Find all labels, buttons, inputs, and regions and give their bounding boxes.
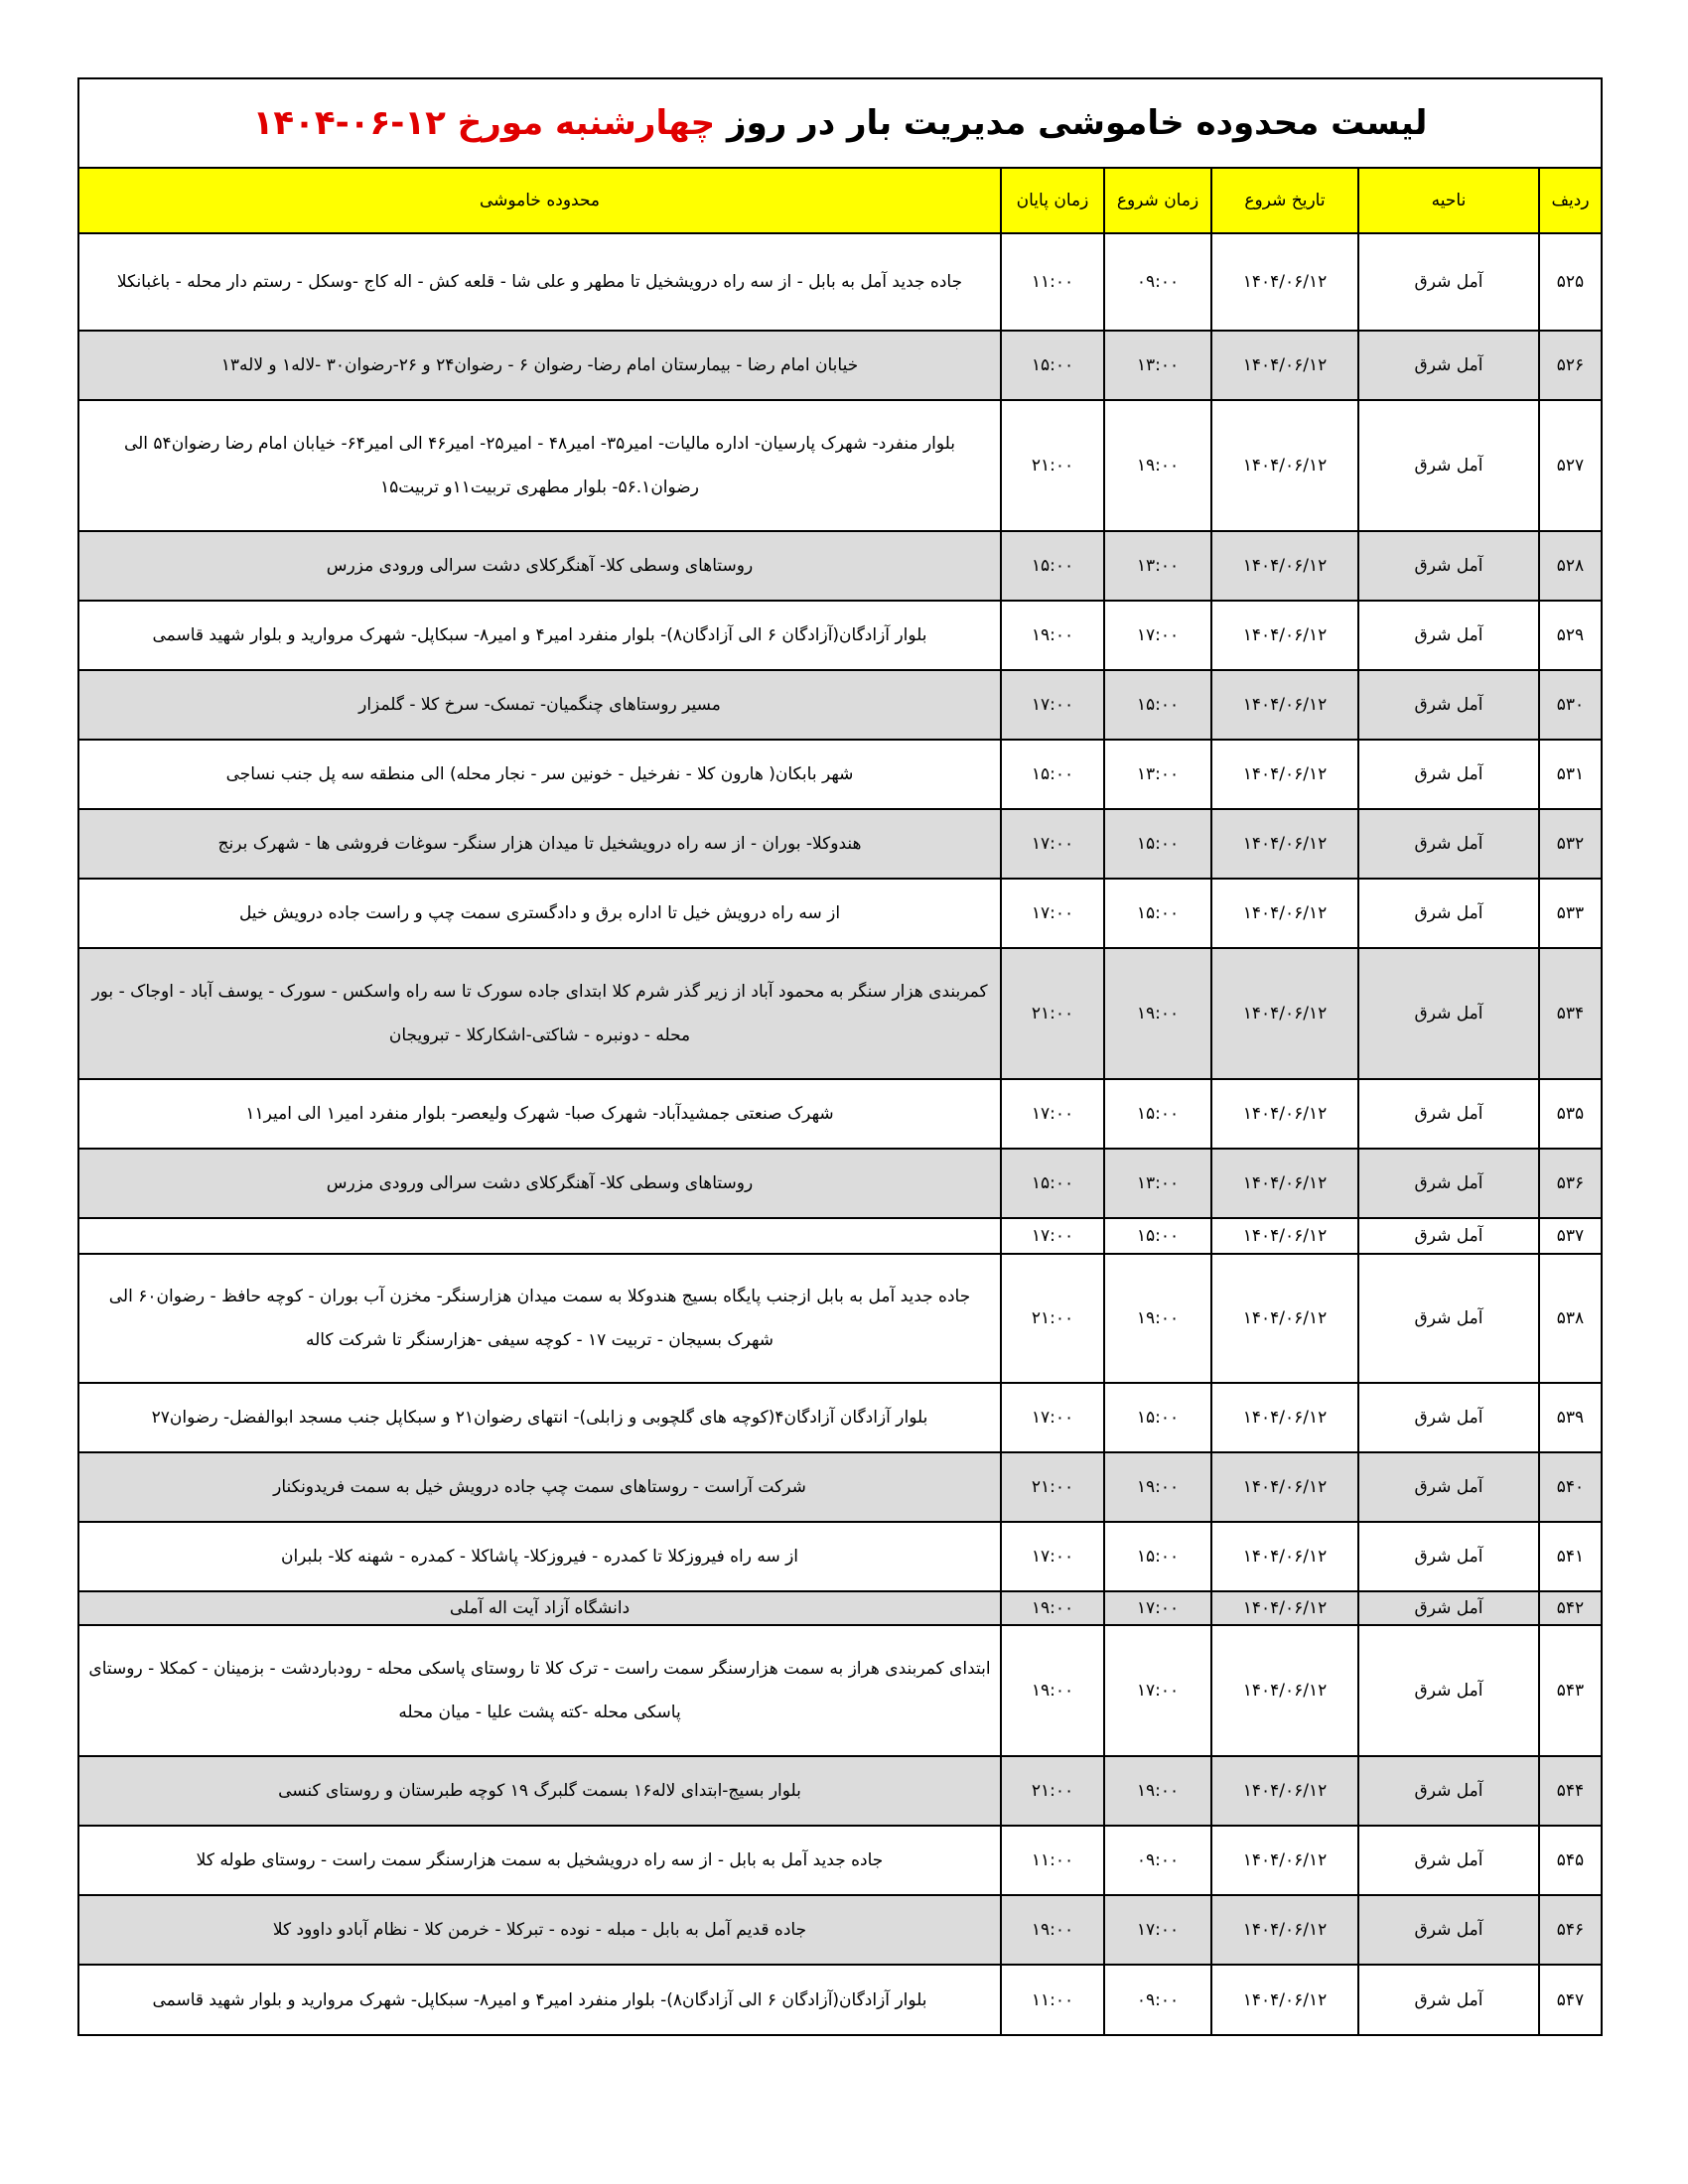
start-time-cell: ۱۳:۰۰ bbox=[1104, 740, 1211, 809]
region-cell: آمل شرق bbox=[1358, 1591, 1539, 1625]
row-number-cell: ۵۴۶ bbox=[1539, 1895, 1601, 1965]
end-time-cell: ۲۱:۰۰ bbox=[1001, 400, 1104, 531]
start-date-cell: ۱۴۰۴/۰۶/۱۲ bbox=[1211, 948, 1358, 1079]
start-date-cell: ۱۴۰۴/۰۶/۱۲ bbox=[1211, 1625, 1358, 1756]
region-cell: آمل شرق bbox=[1358, 1079, 1539, 1149]
table-row bbox=[79, 1591, 1601, 1625]
start-date-cell: ۱۴۰۴/۰۶/۱۲ bbox=[1211, 740, 1358, 809]
row-number-cell: ۵۳۵ bbox=[1539, 1079, 1601, 1149]
outage-area-cell: بلوار بسیج-ابتدای لاله۱۶ بسمت گلبرگ ۱۹ کوچه طبرستان و روستای کنسی bbox=[79, 1756, 1001, 1826]
outage-area-cell: بلوار آزادگان(آزادگان ۶ الی آزادگان۸)- بلوار منفرد امیر۴ و امیر۸- سبکاپل- شهرک مروارید و بلوار شهید قاسمی bbox=[79, 1965, 1001, 2034]
title-date-highlight: چهارشنبه مورخ ۱۲-۰۶-۱۴۰۴ bbox=[252, 103, 716, 143]
outage-area-cell: شهر بابکان( هارون کلا - نفرخیل - خونین سر - نجار محله) الی منطقه سه پل جنب نساجی bbox=[79, 740, 1001, 809]
start-time-cell: ۱۵:۰۰ bbox=[1104, 670, 1211, 740]
region-cell: آمل شرق bbox=[1358, 1965, 1539, 2034]
outage-area-cell: دانشگاه آزاد آیت اله آملی bbox=[79, 1591, 1001, 1625]
end-time-cell: ۱۵:۰۰ bbox=[1001, 740, 1104, 809]
start-time-cell: ۱۷:۰۰ bbox=[1104, 1591, 1211, 1625]
row-number-cell: ۵۴۷ bbox=[1539, 1965, 1601, 2034]
title-text: لیست محدوده خاموشی مدیریت بار در روز bbox=[715, 103, 1428, 143]
outage-area-cell: هندوکلا- بوران - از سه راه درویشخیل تا میدان هزار سنگر- سوغات فروشی ها - شهرک برنج bbox=[79, 809, 1001, 879]
start-date-cell: ۱۴۰۴/۰۶/۱۲ bbox=[1211, 601, 1358, 670]
outage-area-cell: شهرک صنعتی جمشیدآباد- شهرک صبا- شهرک ولیعصر- بلوار منفرد امیر۱ الی امیر۱۱ bbox=[79, 1079, 1001, 1149]
start-time-cell: ۱۵:۰۰ bbox=[1104, 879, 1211, 948]
end-time-cell: ۱۷:۰۰ bbox=[1001, 1079, 1104, 1149]
table-row bbox=[79, 1254, 1601, 1383]
start-time-cell: ۱۹:۰۰ bbox=[1104, 1756, 1211, 1826]
region-cell: آمل شرق bbox=[1358, 1826, 1539, 1895]
table-row bbox=[79, 531, 1601, 601]
start-date-cell: ۱۴۰۴/۰۶/۱۲ bbox=[1211, 1965, 1358, 2034]
end-time-cell: ۱۹:۰۰ bbox=[1001, 1625, 1104, 1756]
table-row bbox=[79, 601, 1601, 670]
start-date-cell: ۱۴۰۴/۰۶/۱۲ bbox=[1211, 1452, 1358, 1522]
region-cell: آمل شرق bbox=[1358, 400, 1539, 531]
start-time-cell: ۱۵:۰۰ bbox=[1104, 1522, 1211, 1591]
table-row bbox=[79, 809, 1601, 879]
row-number-cell: ۵۴۱ bbox=[1539, 1522, 1601, 1591]
outage-area-cell: جاده جدید آمل به بابل - از سه راه درویشخیل تا مطهر و علی شا - قلعه کش - اله کاج -وسکل - رستم دار محله - باغبانکلا bbox=[79, 233, 1001, 331]
start-date-cell: ۱۴۰۴/۰۶/۱۲ bbox=[1211, 809, 1358, 879]
table-row bbox=[79, 1625, 1601, 1756]
start-date-cell: ۱۴۰۴/۰۶/۱۲ bbox=[1211, 1591, 1358, 1625]
start-time-cell: ۰۹:۰۰ bbox=[1104, 1965, 1211, 2034]
outage-area-cell: بلوار آزادگان آزادگان۴(کوچه های گلچوبی و زابلی)- انتهای رضوان۲۱ و سبکاپل جنب مسجد ابوالفضل- رضوان۲۷ bbox=[79, 1383, 1001, 1452]
row-number-cell: ۵۴۵ bbox=[1539, 1826, 1601, 1895]
start-time-cell: ۱۷:۰۰ bbox=[1104, 1895, 1211, 1965]
region-cell: آمل شرق bbox=[1358, 740, 1539, 809]
end-time-cell: ۱۵:۰۰ bbox=[1001, 1149, 1104, 1218]
row-number-cell: ۵۳۷ bbox=[1539, 1218, 1601, 1254]
table-row bbox=[79, 1079, 1601, 1149]
row-number-cell: ۵۲۷ bbox=[1539, 400, 1601, 531]
start-time-cell: ۱۹:۰۰ bbox=[1104, 400, 1211, 531]
end-time-cell: ۱۱:۰۰ bbox=[1001, 233, 1104, 331]
region-cell: آمل شرق bbox=[1358, 1452, 1539, 1522]
table-row bbox=[79, 879, 1601, 948]
region-cell: آمل شرق bbox=[1358, 1149, 1539, 1218]
table-row bbox=[79, 1218, 1601, 1254]
region-cell: آمل شرق bbox=[1358, 670, 1539, 740]
table-row bbox=[79, 670, 1601, 740]
start-date-cell: ۱۴۰۴/۰۶/۱۲ bbox=[1211, 1826, 1358, 1895]
region-cell: آمل شرق bbox=[1358, 233, 1539, 331]
row-number-cell: ۵۳۴ bbox=[1539, 948, 1601, 1079]
start-date-cell: ۱۴۰۴/۰۶/۱۲ bbox=[1211, 233, 1358, 331]
start-date-cell: ۱۴۰۴/۰۶/۱۲ bbox=[1211, 1756, 1358, 1826]
end-time-cell: ۲۱:۰۰ bbox=[1001, 1254, 1104, 1383]
start-time-cell: ۱۵:۰۰ bbox=[1104, 1383, 1211, 1452]
start-date-cell: ۱۴۰۴/۰۶/۱۲ bbox=[1211, 400, 1358, 531]
region-cell: آمل شرق bbox=[1358, 879, 1539, 948]
end-time-cell: ۱۱:۰۰ bbox=[1001, 1965, 1104, 2034]
page-title bbox=[79, 79, 1601, 169]
region-cell: آمل شرق bbox=[1358, 1625, 1539, 1756]
outage-area-cell: از سه راه فیروزکلا تا کمدره - فیروزکلا- پاشاکلا - کمدره - شهنه کلا- بلبران bbox=[79, 1522, 1001, 1591]
end-time-cell: ۱۵:۰۰ bbox=[1001, 531, 1104, 601]
end-time-cell: ۱۷:۰۰ bbox=[1001, 1383, 1104, 1452]
row-number-cell: ۵۳۶ bbox=[1539, 1149, 1601, 1218]
outage-area-cell: ابتدای کمربندی هراز به سمت هزارسنگر سمت راست - ترک کلا تا روستای پاسکی محله - رودباردشت - بزمینان - کمکلا - روستای پاسکی محله -کته پشت علیا - میان محله bbox=[79, 1625, 1001, 1756]
row-number-cell: ۵۳۹ bbox=[1539, 1383, 1601, 1452]
outage-area-cell: مسیر روستاهای چنگمیان- تمسک- سرخ کلا - گلمزار bbox=[79, 670, 1001, 740]
end-time-cell: ۲۱:۰۰ bbox=[1001, 1452, 1104, 1522]
table-row bbox=[79, 1522, 1601, 1591]
start-time-cell: ۱۹:۰۰ bbox=[1104, 1452, 1211, 1522]
outage-area-cell: بلوار آزادگان(آزادگان ۶ الی آزادگان۸)- بلوار منفرد امیر۴ و امیر۸- سبکاپل- شهرک مروارید و بلوار شهید قاسمی bbox=[79, 601, 1001, 670]
start-date-cell: ۱۴۰۴/۰۶/۱۲ bbox=[1211, 879, 1358, 948]
outage-area-cell: خیابان امام رضا - بیمارستان امام رضا- رضوان ۶ - رضوان۲۴ و ۲۶-رضوان۳۰ -لاله۱ و لاله۱۳ bbox=[79, 331, 1001, 400]
start-time-cell: ۱۷:۰۰ bbox=[1104, 1625, 1211, 1756]
row-number-cell: ۵۴۲ bbox=[1539, 1591, 1601, 1625]
start-date-cell: ۱۴۰۴/۰۶/۱۲ bbox=[1211, 1079, 1358, 1149]
start-date-cell: ۱۴۰۴/۰۶/۱۲ bbox=[1211, 1383, 1358, 1452]
outage-area-cell: جاده قدیم آمل به بابل - مبله - نوده - تبرکلا - خرمن کلا - نظام آبادو داوود کلا bbox=[79, 1895, 1001, 1965]
start-date-cell: ۱۴۰۴/۰۶/۱۲ bbox=[1211, 331, 1358, 400]
region-cell: آمل شرق bbox=[1358, 1895, 1539, 1965]
outage-table bbox=[79, 169, 1601, 2034]
outage-area-cell: روستاهای وسطی کلا- آهنگرکلای دشت سرالی ورودی مزرس bbox=[79, 1149, 1001, 1218]
start-time-cell: ۱۳:۰۰ bbox=[1104, 531, 1211, 601]
header-start-date: تاریخ شروع bbox=[1211, 169, 1358, 233]
outage-sheet bbox=[77, 77, 1603, 2036]
start-time-cell: ۱۹:۰۰ bbox=[1104, 948, 1211, 1079]
end-time-cell: ۱۹:۰۰ bbox=[1001, 1895, 1104, 1965]
table-row bbox=[79, 1826, 1601, 1895]
region-cell: آمل شرق bbox=[1358, 331, 1539, 400]
outage-area-cell bbox=[79, 1218, 1001, 1254]
region-cell: آمل شرق bbox=[1358, 1218, 1539, 1254]
table-row bbox=[79, 233, 1601, 331]
table-row bbox=[79, 1149, 1601, 1218]
end-time-cell: ۱۷:۰۰ bbox=[1001, 879, 1104, 948]
outage-area-cell: شرکت آراست - روستاهای سمت چپ جاده درویش خیل به سمت فریدونکنار bbox=[79, 1452, 1001, 1522]
start-date-cell: ۱۴۰۴/۰۶/۱۲ bbox=[1211, 1149, 1358, 1218]
end-time-cell: ۱۵:۰۰ bbox=[1001, 331, 1104, 400]
table-row bbox=[79, 948, 1601, 1079]
table-row bbox=[79, 740, 1601, 809]
end-time-cell: ۱۷:۰۰ bbox=[1001, 809, 1104, 879]
row-number-cell: ۵۳۳ bbox=[1539, 879, 1601, 948]
table-row bbox=[79, 331, 1601, 400]
row-number-cell: ۵۳۲ bbox=[1539, 809, 1601, 879]
header-end-time: زمان پایان bbox=[1001, 169, 1104, 233]
table-row bbox=[79, 1756, 1601, 1826]
start-date-cell: ۱۴۰۴/۰۶/۱۲ bbox=[1211, 1254, 1358, 1383]
start-date-cell: ۱۴۰۴/۰۶/۱۲ bbox=[1211, 1895, 1358, 1965]
region-cell: آمل شرق bbox=[1358, 1383, 1539, 1452]
table-header-row bbox=[79, 169, 1601, 233]
header-region: ناحیه bbox=[1358, 169, 1539, 233]
end-time-cell: ۱۱:۰۰ bbox=[1001, 1826, 1104, 1895]
row-number-cell: ۵۴۴ bbox=[1539, 1756, 1601, 1826]
table-row bbox=[79, 400, 1601, 531]
row-number-cell: ۵۲۵ bbox=[1539, 233, 1601, 331]
start-date-cell: ۱۴۰۴/۰۶/۱۲ bbox=[1211, 1218, 1358, 1254]
end-time-cell: ۱۷:۰۰ bbox=[1001, 1522, 1104, 1591]
region-cell: آمل شرق bbox=[1358, 948, 1539, 1079]
start-time-cell: ۱۹:۰۰ bbox=[1104, 1254, 1211, 1383]
row-number-cell: ۵۴۰ bbox=[1539, 1452, 1601, 1522]
region-cell: آمل شرق bbox=[1358, 1756, 1539, 1826]
start-time-cell: ۰۹:۰۰ bbox=[1104, 233, 1211, 331]
header-row-number: ردیف bbox=[1539, 169, 1601, 233]
outage-area-cell: از سه راه درویش خیل تا اداره برق و دادگستری سمت چپ و راست جاده درویش خیل bbox=[79, 879, 1001, 948]
row-number-cell: ۵۳۸ bbox=[1539, 1254, 1601, 1383]
region-cell: آمل شرق bbox=[1358, 601, 1539, 670]
region-cell: آمل شرق bbox=[1358, 531, 1539, 601]
outage-area-cell: روستاهای وسطی کلا- آهنگرکلای دشت سرالی ورودی مزرس bbox=[79, 531, 1001, 601]
start-time-cell: ۱۳:۰۰ bbox=[1104, 331, 1211, 400]
row-number-cell: ۵۴۳ bbox=[1539, 1625, 1601, 1756]
end-time-cell: ۲۱:۰۰ bbox=[1001, 948, 1104, 1079]
start-time-cell: ۱۵:۰۰ bbox=[1104, 809, 1211, 879]
end-time-cell: ۱۹:۰۰ bbox=[1001, 601, 1104, 670]
start-date-cell: ۱۴۰۴/۰۶/۱۲ bbox=[1211, 670, 1358, 740]
end-time-cell: ۲۱:۰۰ bbox=[1001, 1756, 1104, 1826]
start-time-cell: ۱۵:۰۰ bbox=[1104, 1218, 1211, 1254]
outage-area-cell: کمربندی هزار سنگر به محمود آباد از زیر گذر شرم کلا ابتدای جاده سورک تا سه راه واسکس - سورک - یوسف آباد - اوجاک - بور محله - دونبره - شاکتی-اشکارکلا - تبرویجان bbox=[79, 948, 1001, 1079]
table-row bbox=[79, 1383, 1601, 1452]
region-cell: آمل شرق bbox=[1358, 809, 1539, 879]
outage-area-cell: جاده جدید آمل به بابل - از سه راه درویشخیل به سمت هزارسنگر سمت راست - روستای طوله کلا bbox=[79, 1826, 1001, 1895]
start-time-cell: ۱۳:۰۰ bbox=[1104, 1149, 1211, 1218]
region-cell: آمل شرق bbox=[1358, 1254, 1539, 1383]
region-cell: آمل شرق bbox=[1358, 1522, 1539, 1591]
start-time-cell: ۰۹:۰۰ bbox=[1104, 1826, 1211, 1895]
outage-area-cell: جاده جدید آمل به بابل ازجنب پایگاه بسیج هندوکلا به سمت میدان هزارسنگر- مخزن آب بوران - کوچه حافظ - رضوان۶۰ الی شهرک بسیجان - تربیت ۱۷ - کوچه سیفی -هزارسنگر تا شرکت کاله bbox=[79, 1254, 1001, 1383]
table-row bbox=[79, 1452, 1601, 1522]
end-time-cell: ۱۹:۰۰ bbox=[1001, 1591, 1104, 1625]
end-time-cell: ۱۷:۰۰ bbox=[1001, 670, 1104, 740]
row-number-cell: ۵۲۹ bbox=[1539, 601, 1601, 670]
table-row bbox=[79, 1895, 1601, 1965]
row-number-cell: ۵۳۱ bbox=[1539, 740, 1601, 809]
start-date-cell: ۱۴۰۴/۰۶/۱۲ bbox=[1211, 1522, 1358, 1591]
start-time-cell: ۱۷:۰۰ bbox=[1104, 601, 1211, 670]
table-row bbox=[79, 1965, 1601, 2034]
start-time-cell: ۱۵:۰۰ bbox=[1104, 1079, 1211, 1149]
header-start-time: زمان شروع bbox=[1104, 169, 1211, 233]
outage-area-cell: بلوار منفرد- شهرک پارسیان- اداره مالیات- امیر۳۵- امیر۴۸ - امیر۲۵- امیر۴۶ الی امیر۶۴- خیابان امام رضا رضوان۵۴ الی رضوان۵۶.۱- بلوار مطهری تربیت۱۱و تربیت۱۵ bbox=[79, 400, 1001, 531]
header-outage-area: محدوده خاموشی bbox=[79, 169, 1001, 233]
start-date-cell: ۱۴۰۴/۰۶/۱۲ bbox=[1211, 531, 1358, 601]
row-number-cell: ۵۲۸ bbox=[1539, 531, 1601, 601]
end-time-cell: ۱۷:۰۰ bbox=[1001, 1218, 1104, 1254]
row-number-cell: ۵۲۶ bbox=[1539, 331, 1601, 400]
row-number-cell: ۵۳۰ bbox=[1539, 670, 1601, 740]
